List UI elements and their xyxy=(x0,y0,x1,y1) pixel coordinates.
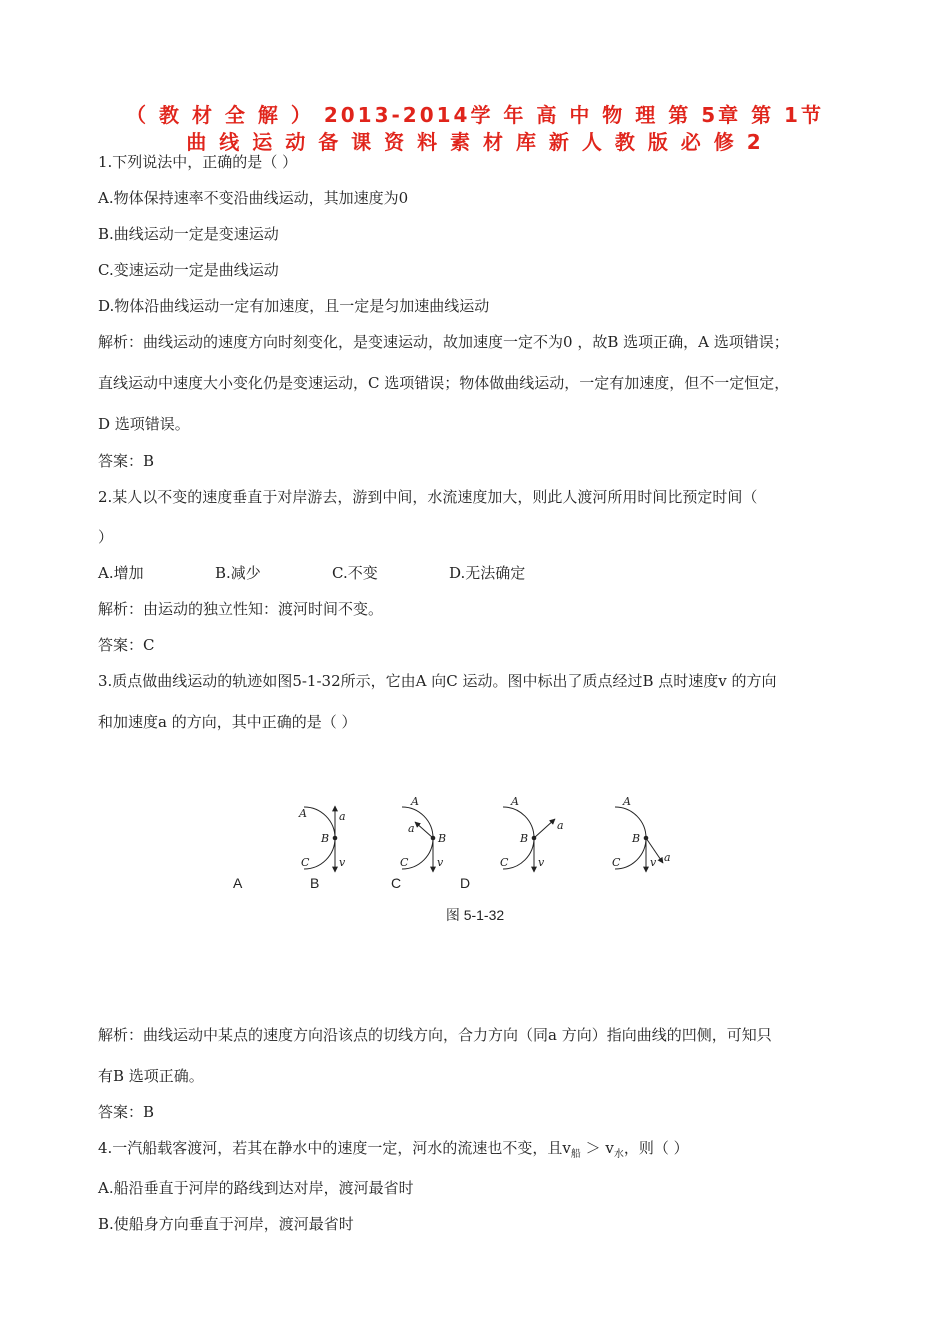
point-b xyxy=(431,836,436,841)
label-a: A xyxy=(411,795,419,808)
q2-option-c: C.不变 xyxy=(332,564,378,582)
q4-option-a: A.船沿垂直于河岸的路线到达对岸，渡河最省时 xyxy=(98,1179,414,1197)
figure-option-b: B xyxy=(310,875,320,891)
q1-option-d: D.物体沿曲线运动一定有加速度，且一定是匀加速曲线运动 xyxy=(98,297,490,315)
label-acceleration: a xyxy=(664,851,671,864)
point-b xyxy=(333,836,338,841)
q2-analysis: 解析：由运动的独立性知：渡河时间不变。 xyxy=(98,600,384,618)
label-c: C xyxy=(301,856,310,869)
q3-stem-line2: 和加速度a 的方向，其中正确的是（ ） xyxy=(98,713,357,731)
label-velocity: v xyxy=(650,856,657,869)
label-b: B xyxy=(438,832,447,845)
label-velocity: v xyxy=(538,856,545,869)
diagram-d xyxy=(612,795,671,872)
q1-analysis-line3: D 选项错误。 xyxy=(98,415,190,433)
q1-analysis-line2: 直线运动中速度大小变化仍是变速运动，C 选项错误；物体做曲线运动，一定有加速度，但不一定恒定， xyxy=(98,374,790,392)
q4-stem xyxy=(98,1138,689,1165)
q3-analysis-line2: 有B 选项正确。 xyxy=(98,1067,204,1085)
q4-stem-text-3: ，则（ ） xyxy=(623,1139,689,1157)
q4-stem-text-2: ＞ v xyxy=(580,1139,614,1157)
q4-subscript-boat: 船 xyxy=(570,1149,581,1160)
figure-option-c: C xyxy=(391,875,402,891)
label-b: B xyxy=(632,832,641,845)
acceleration-arrow xyxy=(534,819,555,838)
q2-stem-line2: ） xyxy=(98,528,114,546)
q1-analysis-line1: 解析：曲线运动的速度方向时刻变化，是变速运动，故加速度一定不为0 ，故B 选项正确，A 选项错误； xyxy=(98,333,789,351)
label-velocity: v xyxy=(339,856,346,869)
figure-caption: 图 5-1-32 xyxy=(445,907,505,923)
document-title-line2: 曲 线 运 动 备 课 资 料 素 材 库 新 人 教 版 必 修 2 xyxy=(186,130,764,154)
diagram-a xyxy=(298,806,346,872)
label-b: B xyxy=(520,832,529,845)
label-c: C xyxy=(400,856,409,869)
q4-stem-text-1: 4.一汽船载客渡河，若其在静水中的速度一定，河水的流速也不变，且v xyxy=(98,1139,571,1157)
label-velocity: v xyxy=(437,856,444,869)
q1-option-a: A.物体保持速率不变沿曲线运动，其加速度为0 xyxy=(98,189,409,207)
figure-option-a: A xyxy=(233,875,243,891)
q4-option-b: B.使船身方向垂直于河岸，渡河最省时 xyxy=(98,1215,354,1233)
q1-answer: 答案：B xyxy=(98,452,155,470)
label-acceleration: a xyxy=(557,819,564,832)
label-c: C xyxy=(612,856,621,869)
point-b xyxy=(644,836,649,841)
q1-stem: 1.下列说法中，正确的是（ ） xyxy=(98,153,298,171)
q2-option-a: A.增加 xyxy=(98,564,144,582)
label-c: C xyxy=(500,856,509,869)
label-acceleration: a xyxy=(408,822,415,835)
label-b: B xyxy=(321,832,330,845)
q3-analysis-line1: 解析：曲线运动中某点的速度方向沿该点的切线方向，合力方向（同a 方向）指向曲线的凹侧，可知只 xyxy=(98,1026,772,1044)
figure-option-d: D xyxy=(460,875,471,891)
diagram-b xyxy=(400,795,446,872)
q3-stem-line1: 3.质点做曲线运动的轨迹如图5-1-32所示，它由A 向C 运动。图中标出了质点经过B 点时速度v 的方向 xyxy=(98,672,777,690)
label-acceleration: a xyxy=(339,810,346,823)
label-a: A xyxy=(623,795,631,808)
q2-option-b: B.减少 xyxy=(215,564,261,582)
q2-answer: 答案：C xyxy=(98,636,155,654)
q1-option-b: B.曲线运动一定是变速运动 xyxy=(98,225,279,243)
point-b xyxy=(532,836,537,841)
q2-option-d: D.无法确定 xyxy=(449,564,526,582)
label-a: A xyxy=(299,807,307,820)
q2-stem-line1: 2.某人以不变的速度垂直于对岸游去，游到中间，水流速度加大，则此人渡河所用时间比预定时间（ xyxy=(98,488,758,506)
q3-answer: 答案：B xyxy=(98,1103,155,1121)
document-title-line1: （ 教 材 全 解 ） 2013-2014学 年 高 中 物 理 第 5章 第 1节 xyxy=(126,103,824,127)
label-a: A xyxy=(511,795,519,808)
diagram-c xyxy=(500,795,564,872)
q4-subscript-water: 水 xyxy=(613,1149,624,1160)
q1-option-c: C.变速运动一定是曲线运动 xyxy=(98,261,279,279)
